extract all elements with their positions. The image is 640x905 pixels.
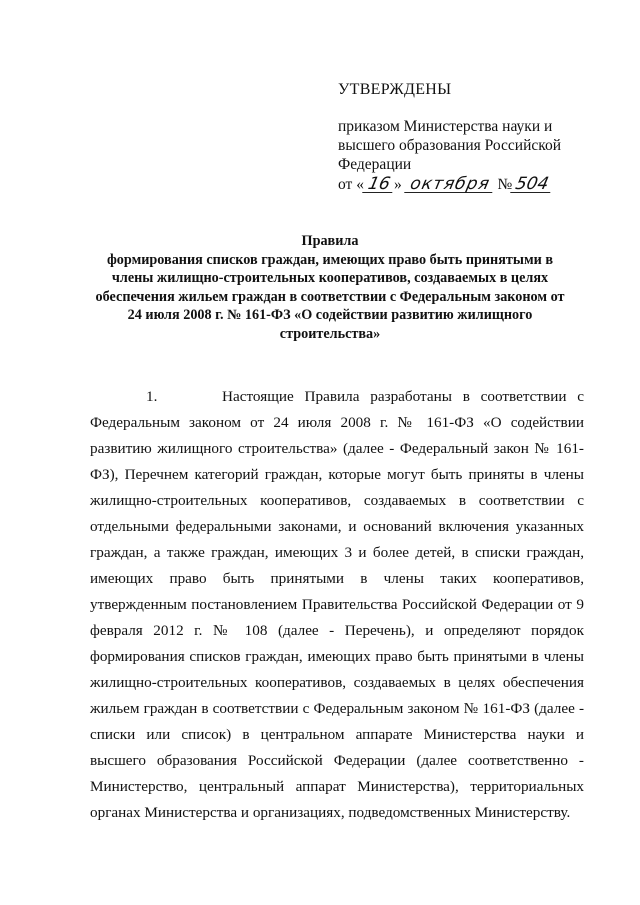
date-mid: » (393, 176, 402, 193)
handwritten-month: октября (404, 176, 496, 193)
document-body (90, 384, 584, 826)
rules-title-text: формирования списков граждан, имеющих право быть принятыми в члены жилищно-строительных кооперативов, создаваемых в целях обеспечения жильем граждан в соответствии с Федеральным законом от 24 июля 2008 г. № 161-ФЗ «О содействии развитию жилищного строительства» (95, 251, 565, 342)
approval-block (338, 80, 608, 194)
approval-order-line-1: приказом Министерства науки и (338, 118, 553, 135)
paragraph-1 (90, 384, 584, 826)
approval-order-line-3: Федерации (338, 156, 412, 173)
number-prefix: № (497, 176, 513, 193)
rules-heading: Правила (301, 233, 359, 249)
paragraph-text: Настоящие Правила разработаны в соответствии с Федеральным законом от 24 июля 2008 г. № 161-ФЗ «О содействии развитию жилищного строительства» (далее - Федеральный закон № 161-ФЗ), Перечнем категорий граждан, которые могут быть приняты в члены жилищно-строительных кооперативов, создаваемых в соответствии с отдельными федеральными законами, и оснований включения указанных граждан, а также граждан, имеющих 3 и более детей, в списки граждан, имеющих право быть принятыми в члены таких кооперативов, утвержденным постановлением Правительства Российской Федерации от 9 февраля 2012 г. № 108 (далее - Перечень), и определяют порядок формирования списков граждан, имеющих право быть принятыми в члены жилищно-строительных кооперативов, создаваемых в целях обеспечения жильем граждан в соответствии с Федеральным законом № 161-ФЗ (далее - списки или список) в центральном аппарате Министерства науки и высшего образования Российской Федерации (далее соответственно - Министерство, центральный аппарат Министерства), территориальных органах Министерства и организациях, подведомственных Министерству. (90, 388, 584, 821)
date-prefix: от « (338, 176, 364, 193)
handwritten-day: 16 (362, 176, 396, 193)
approval-order-line-2: высшего образования Российской (338, 137, 562, 154)
paragraph-number: 1. (146, 388, 158, 405)
rules-title-block (90, 232, 570, 344)
handwritten-order-number: 504 (510, 176, 554, 193)
approval-title: УТВЕРЖДЕНЫ (338, 81, 452, 98)
approval-date-line (338, 175, 608, 194)
